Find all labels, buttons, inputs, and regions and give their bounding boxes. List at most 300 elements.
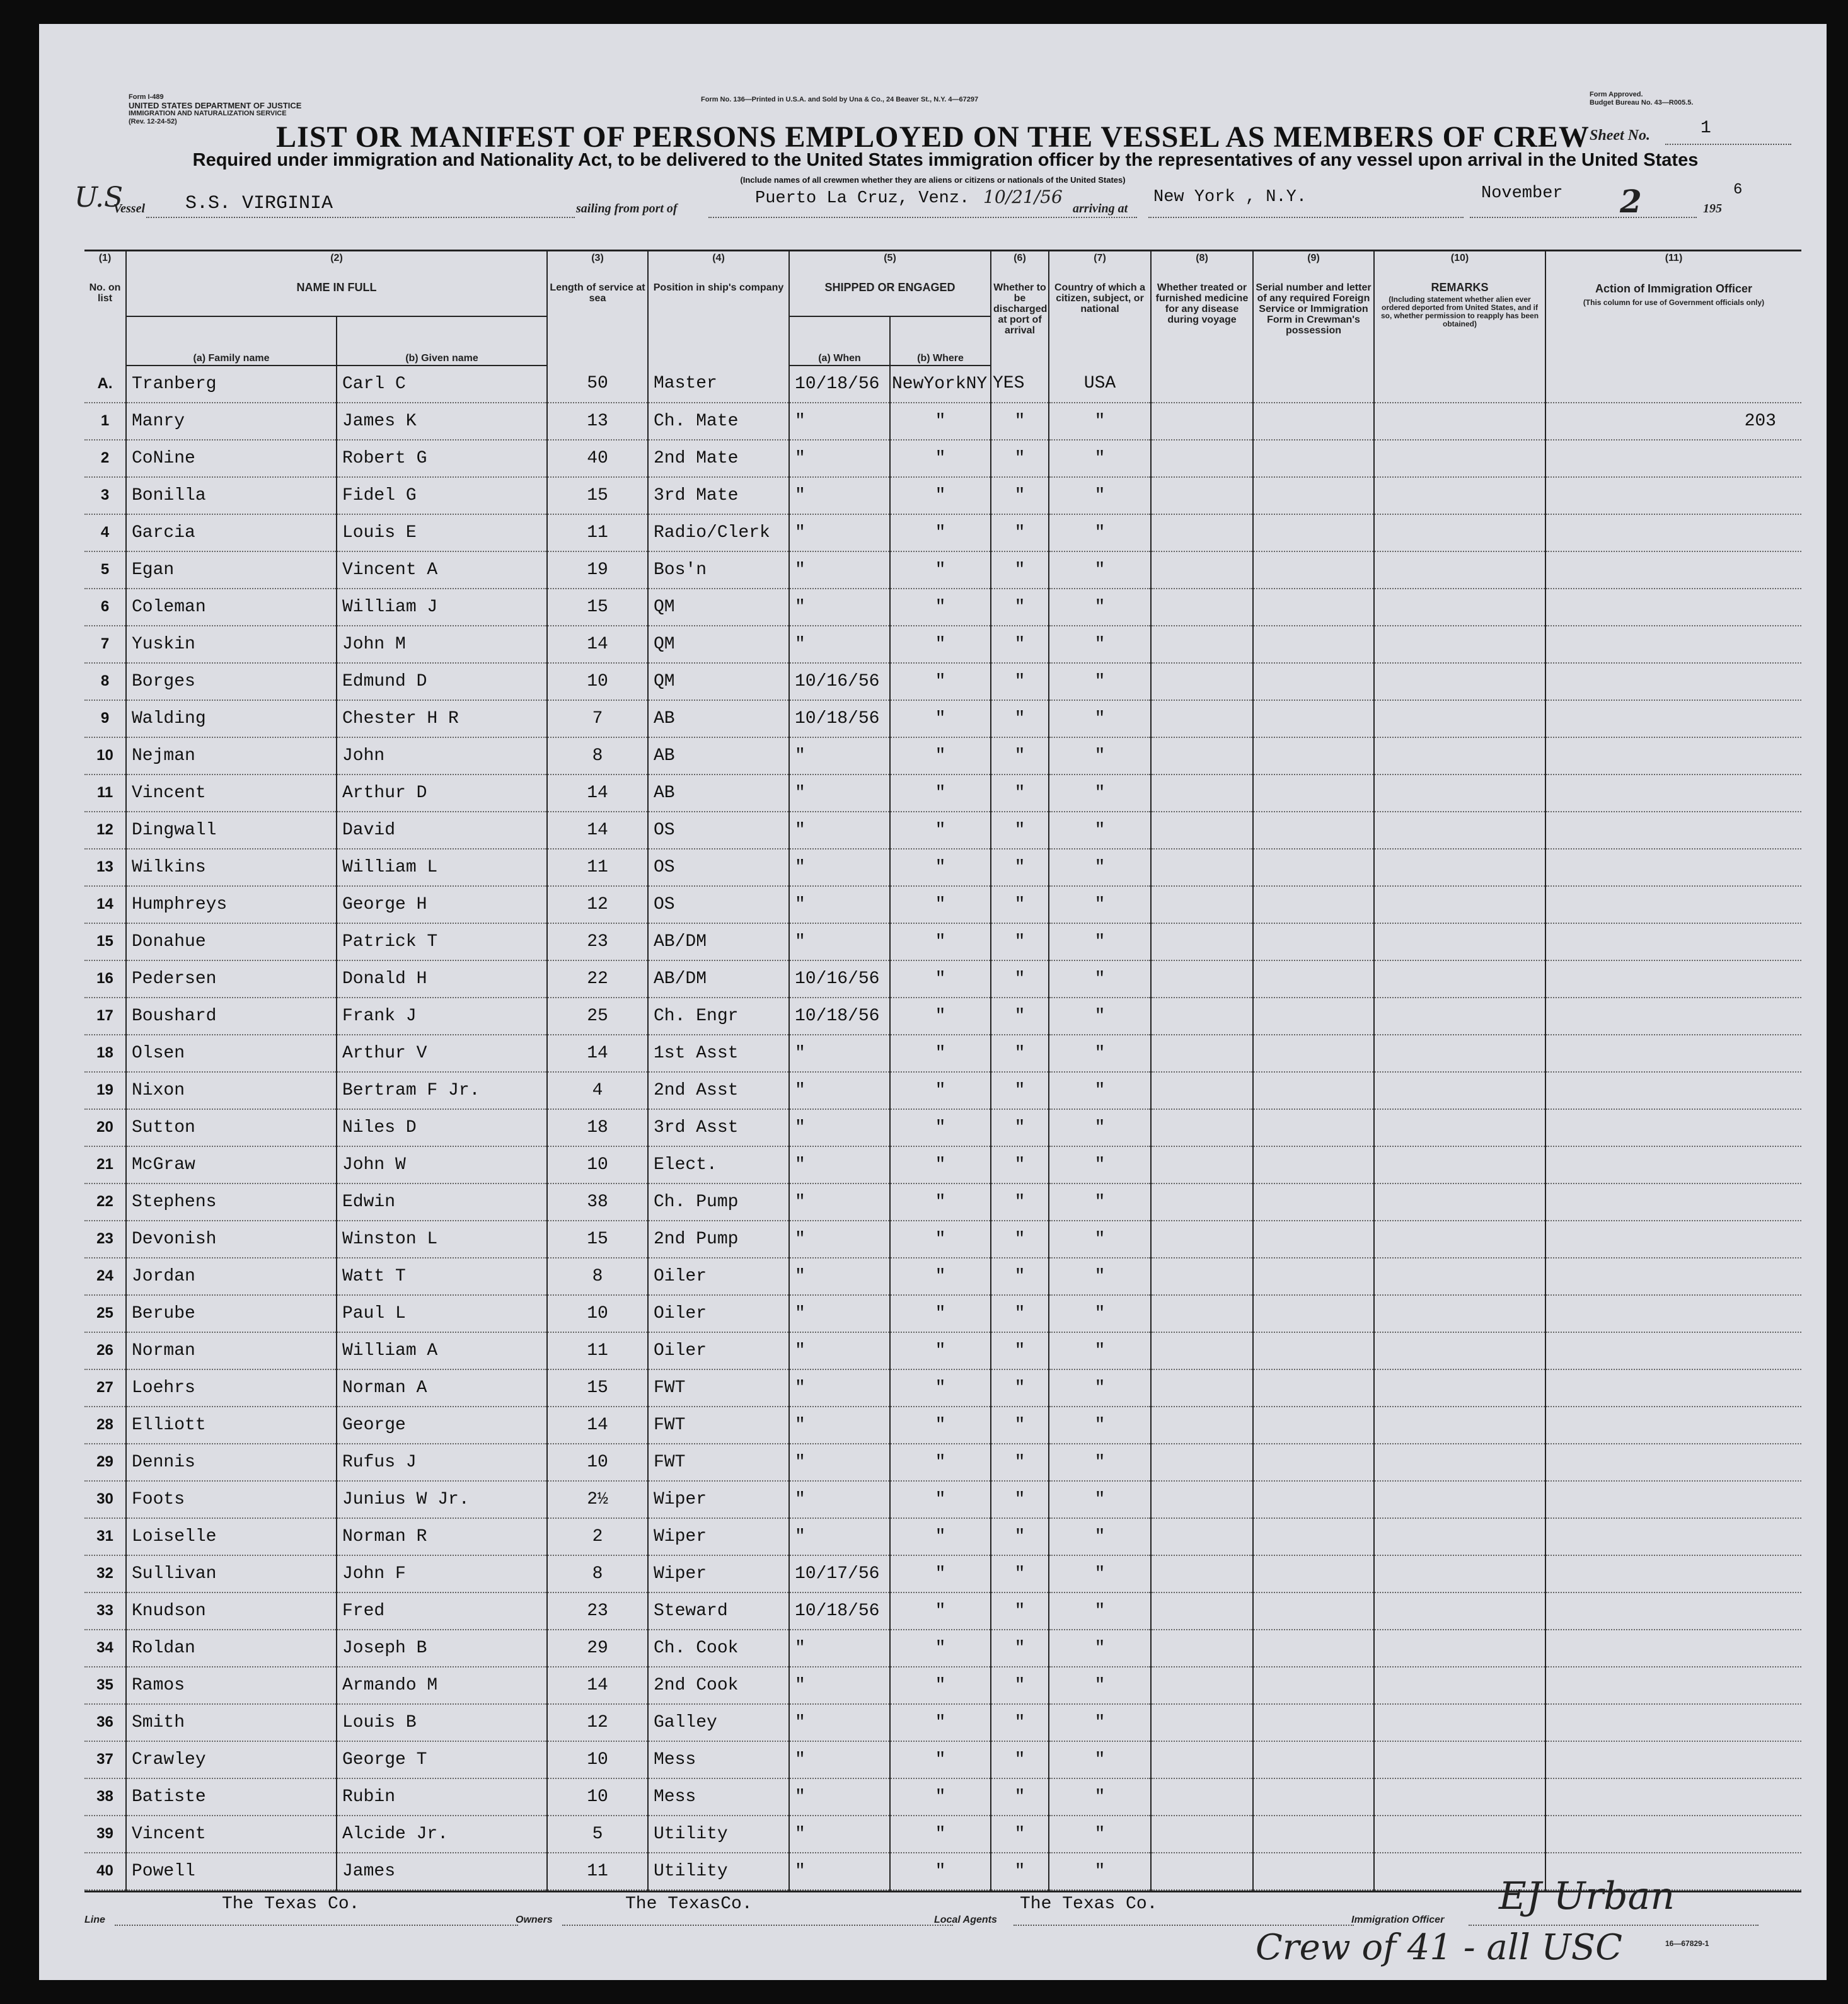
remarks bbox=[1374, 440, 1545, 477]
serial-number bbox=[1253, 1592, 1374, 1630]
medicine bbox=[1151, 626, 1253, 663]
country: " bbox=[1049, 1295, 1151, 1332]
length-of-service: 2½ bbox=[547, 1481, 648, 1518]
header-discharged: Whether to be discharged at port of arrival bbox=[991, 281, 1049, 366]
remarks bbox=[1374, 1778, 1545, 1816]
row-number: 17 bbox=[84, 998, 126, 1035]
owners-underline bbox=[562, 1925, 953, 1926]
officer-action bbox=[1545, 1778, 1801, 1816]
position: 2nd Asst bbox=[648, 1072, 789, 1109]
department-line: UNITED STATES DEPARTMENT OF JUSTICE bbox=[129, 101, 302, 110]
position: FWT bbox=[648, 1369, 789, 1407]
row-number: 10 bbox=[84, 737, 126, 775]
crew-row bbox=[84, 849, 1801, 886]
row-number: 30 bbox=[84, 1481, 126, 1518]
shipped-where: " bbox=[890, 1778, 991, 1816]
crew-row bbox=[84, 477, 1801, 514]
serial-number bbox=[1253, 812, 1374, 849]
country: " bbox=[1049, 1109, 1151, 1146]
discharged: " bbox=[991, 700, 1049, 737]
serial-number bbox=[1253, 1853, 1374, 1890]
discharged: " bbox=[991, 514, 1049, 551]
given-name: Paul L bbox=[337, 1295, 547, 1332]
row-number: 28 bbox=[84, 1407, 126, 1444]
given-name: George bbox=[337, 1407, 547, 1444]
given-name: William A bbox=[337, 1332, 547, 1369]
officer-action bbox=[1545, 1481, 1801, 1518]
shipped-where: " bbox=[890, 663, 991, 700]
discharged: " bbox=[991, 1667, 1049, 1704]
row-number: 16 bbox=[84, 960, 126, 998]
officer-action bbox=[1545, 663, 1801, 700]
master-row bbox=[84, 366, 1801, 403]
remarks bbox=[1374, 589, 1545, 626]
discharged: " bbox=[991, 551, 1049, 589]
serial-number bbox=[1253, 775, 1374, 812]
sheet-label: Sheet No. bbox=[1590, 127, 1650, 144]
medicine bbox=[1151, 1630, 1253, 1667]
header-family-name: (a) Family name bbox=[126, 316, 337, 366]
shipped-where: " bbox=[890, 737, 991, 775]
officer-action bbox=[1545, 551, 1801, 589]
row-number: 7 bbox=[84, 626, 126, 663]
officer-action bbox=[1545, 1444, 1801, 1481]
position: 1st Asst bbox=[648, 1035, 789, 1072]
country: " bbox=[1049, 1741, 1151, 1778]
given-name: John W bbox=[337, 1146, 547, 1183]
medicine bbox=[1151, 1816, 1253, 1853]
crew-row bbox=[84, 589, 1801, 626]
shipped-when: " bbox=[789, 1332, 890, 1369]
row-number: 24 bbox=[84, 1258, 126, 1295]
serial-number bbox=[1253, 998, 1374, 1035]
position: 2nd Cook bbox=[648, 1667, 789, 1704]
discharged: " bbox=[991, 1035, 1049, 1072]
medicine bbox=[1151, 440, 1253, 477]
header-no-on-list: No. on list bbox=[84, 281, 126, 366]
given-name: Edwin bbox=[337, 1183, 547, 1221]
remarks bbox=[1374, 923, 1545, 960]
shipped-where: " bbox=[890, 589, 991, 626]
length-of-service: 10 bbox=[547, 1778, 648, 1816]
document-subtitle: Required under immigration and Nationality Act, to be delivered to the United States immigration officer by the representatives of any vessel upon arrival in the United States bbox=[192, 150, 1699, 170]
family-name: Powell bbox=[126, 1853, 337, 1890]
shipped-where: " bbox=[890, 1109, 991, 1146]
given-name: John F bbox=[337, 1555, 547, 1592]
remarks bbox=[1374, 1407, 1545, 1444]
officer-action bbox=[1545, 886, 1801, 923]
serial-number bbox=[1253, 960, 1374, 998]
given-name: Fidel G bbox=[337, 477, 547, 514]
shipped-where: " bbox=[890, 960, 991, 998]
shipped-when: " bbox=[789, 514, 890, 551]
shipped-where: " bbox=[890, 1035, 991, 1072]
family-name: Norman bbox=[126, 1332, 337, 1369]
shipped-where: " bbox=[890, 403, 991, 440]
serial-number bbox=[1253, 923, 1374, 960]
vessel-name: S.S. VIRGINIA bbox=[185, 193, 333, 214]
position: Utility bbox=[648, 1816, 789, 1853]
length-of-service: 29 bbox=[547, 1630, 648, 1667]
family-name: Manry bbox=[126, 403, 337, 440]
form-id-line: Form I-489 bbox=[129, 93, 164, 101]
shipped-when: 10/16/56 bbox=[789, 663, 890, 700]
position: Mess bbox=[648, 1741, 789, 1778]
crew-row bbox=[84, 1555, 1801, 1592]
family-name: McGraw bbox=[126, 1146, 337, 1183]
position: Wiper bbox=[648, 1518, 789, 1555]
header-name-in-full: NAME IN FULL bbox=[126, 281, 547, 316]
length-of-service: 15 bbox=[547, 477, 648, 514]
position: Mess bbox=[648, 1778, 789, 1816]
position: Ch. Engr bbox=[648, 998, 789, 1035]
remarks bbox=[1374, 700, 1545, 737]
length-of-service: 15 bbox=[547, 1369, 648, 1407]
remarks bbox=[1374, 886, 1545, 923]
crew-row bbox=[84, 1667, 1801, 1704]
given-name: John bbox=[337, 737, 547, 775]
medicine bbox=[1151, 1667, 1253, 1704]
officer-action bbox=[1545, 1146, 1801, 1183]
family-name: Borges bbox=[126, 663, 337, 700]
family-name: Walding bbox=[126, 700, 337, 737]
header-medicine: Whether treated or furnished medicine for any disease during voyage bbox=[1151, 281, 1253, 366]
officer-action bbox=[1545, 1667, 1801, 1704]
remarks bbox=[1374, 1630, 1545, 1667]
shipped-when: 10/18/56 bbox=[789, 1592, 890, 1630]
row-number: 37 bbox=[84, 1741, 126, 1778]
medicine bbox=[1151, 1295, 1253, 1332]
shipped-when: " bbox=[789, 1295, 890, 1332]
given-name: Robert G bbox=[337, 440, 547, 477]
family-name: Ramos bbox=[126, 1667, 337, 1704]
country: " bbox=[1049, 1592, 1151, 1630]
row-number: 39 bbox=[84, 1816, 126, 1853]
crew-row bbox=[84, 551, 1801, 589]
position: Wiper bbox=[648, 1555, 789, 1592]
serial-number bbox=[1253, 1444, 1374, 1481]
shipped-where: " bbox=[890, 998, 991, 1035]
given-name: James bbox=[337, 1853, 547, 1890]
officer-action bbox=[1545, 1035, 1801, 1072]
crew-row bbox=[84, 1221, 1801, 1258]
length-of-service: 38 bbox=[547, 1183, 648, 1221]
given-name: Winston L bbox=[337, 1221, 547, 1258]
medicine bbox=[1151, 589, 1253, 626]
discharged: " bbox=[991, 1295, 1049, 1332]
officer-action bbox=[1545, 477, 1801, 514]
row-number: 3 bbox=[84, 477, 126, 514]
shipped-when: " bbox=[789, 1741, 890, 1778]
serial-number bbox=[1253, 440, 1374, 477]
country: " bbox=[1049, 514, 1151, 551]
serial-number bbox=[1253, 514, 1374, 551]
position: Wiper bbox=[648, 1481, 789, 1518]
medicine bbox=[1151, 1853, 1253, 1890]
discharged: " bbox=[991, 1258, 1049, 1295]
length-of-service: 11 bbox=[547, 1332, 648, 1369]
serial-number bbox=[1253, 1555, 1374, 1592]
row-number: 34 bbox=[84, 1630, 126, 1667]
position: QM bbox=[648, 589, 789, 626]
owners-label: Owners bbox=[516, 1915, 553, 1925]
remarks bbox=[1374, 1035, 1545, 1072]
country: " bbox=[1049, 886, 1151, 923]
officer-action bbox=[1545, 960, 1801, 998]
row-number: 6 bbox=[84, 589, 126, 626]
shipped-where: " bbox=[890, 849, 991, 886]
serial-number bbox=[1253, 737, 1374, 775]
row-number: 11 bbox=[84, 775, 126, 812]
year-prefix: 195 bbox=[1703, 202, 1722, 216]
sheet-line bbox=[1665, 144, 1791, 145]
shipped-where: " bbox=[890, 551, 991, 589]
crew-row bbox=[84, 1258, 1801, 1295]
length-of-service: 50 bbox=[547, 366, 648, 403]
length-of-service: 40 bbox=[547, 440, 648, 477]
position: Steward bbox=[648, 1592, 789, 1630]
form-number: 16—67829-1 bbox=[1665, 1939, 1709, 1948]
row-number: 14 bbox=[84, 886, 126, 923]
crew-table-wrap bbox=[84, 250, 1801, 1891]
shipped-when: " bbox=[789, 1258, 890, 1295]
given-name: Watt T bbox=[337, 1258, 547, 1295]
discharged: " bbox=[991, 1630, 1049, 1667]
margin-annotation: U.S bbox=[74, 181, 124, 214]
discharged: " bbox=[991, 1146, 1049, 1183]
row-number: 8 bbox=[84, 663, 126, 700]
remarks bbox=[1374, 551, 1545, 589]
remarks bbox=[1374, 626, 1545, 663]
row-number: 1 bbox=[84, 403, 126, 440]
sailing-label: sailing from port of bbox=[576, 202, 678, 216]
family-name: Vincent bbox=[126, 1816, 337, 1853]
length-of-service: 10 bbox=[547, 1444, 648, 1481]
officer-action bbox=[1545, 812, 1801, 849]
col8-number: (8) bbox=[1151, 251, 1253, 281]
officer-action bbox=[1545, 1741, 1801, 1778]
discharged: " bbox=[991, 1109, 1049, 1146]
medicine bbox=[1151, 551, 1253, 589]
discharged: " bbox=[991, 998, 1049, 1035]
given-name: William J bbox=[337, 589, 547, 626]
discharged: " bbox=[991, 1332, 1049, 1369]
country: " bbox=[1049, 626, 1151, 663]
country: " bbox=[1049, 998, 1151, 1035]
length-of-service: 10 bbox=[547, 1741, 648, 1778]
row-number: 15 bbox=[84, 923, 126, 960]
shipped-when: " bbox=[789, 551, 890, 589]
given-name: Vincent A bbox=[337, 551, 547, 589]
crew-row bbox=[84, 1072, 1801, 1109]
row-number: 22 bbox=[84, 1183, 126, 1221]
crew-row bbox=[84, 886, 1801, 923]
medicine bbox=[1151, 812, 1253, 849]
row-number: 4 bbox=[84, 514, 126, 551]
given-name: George T bbox=[337, 1741, 547, 1778]
given-name: Donald H bbox=[337, 960, 547, 998]
family-name: Smith bbox=[126, 1704, 337, 1741]
shipped-where: " bbox=[890, 477, 991, 514]
length-of-service: 11 bbox=[547, 1853, 648, 1890]
officer-action bbox=[1545, 1592, 1801, 1630]
shipped-where: " bbox=[890, 886, 991, 923]
family-name: Coleman bbox=[126, 589, 337, 626]
remarks bbox=[1374, 477, 1545, 514]
shipped-when: " bbox=[789, 1072, 890, 1109]
header-given-name: (b) Given name bbox=[337, 316, 547, 366]
medicine bbox=[1151, 1258, 1253, 1295]
remarks bbox=[1374, 998, 1545, 1035]
shipped-when: 10/16/56 bbox=[789, 960, 890, 998]
medicine bbox=[1151, 849, 1253, 886]
position: Utility bbox=[648, 1853, 789, 1890]
crew-row bbox=[84, 1630, 1801, 1667]
row-number: 2 bbox=[84, 440, 126, 477]
officer-action bbox=[1545, 626, 1801, 663]
medicine bbox=[1151, 1407, 1253, 1444]
family-name: Egan bbox=[126, 551, 337, 589]
length-of-service: 8 bbox=[547, 737, 648, 775]
given-name: Norman R bbox=[337, 1518, 547, 1555]
officer-action bbox=[1545, 1630, 1801, 1667]
medicine bbox=[1151, 1592, 1253, 1630]
row-number: 35 bbox=[84, 1667, 126, 1704]
remarks bbox=[1374, 1704, 1545, 1741]
officer-action bbox=[1545, 366, 1801, 403]
shipped-where: NewYorkNY bbox=[890, 366, 991, 403]
country: " bbox=[1049, 1481, 1151, 1518]
given-name: William L bbox=[337, 849, 547, 886]
medicine bbox=[1151, 700, 1253, 737]
length-of-service: 23 bbox=[547, 1592, 648, 1630]
serial-number bbox=[1253, 1221, 1374, 1258]
given-name: Arthur V bbox=[337, 1035, 547, 1072]
family-name: Pedersen bbox=[126, 960, 337, 998]
officer-action bbox=[1545, 849, 1801, 886]
country: " bbox=[1049, 1630, 1151, 1667]
officer-action bbox=[1545, 737, 1801, 775]
given-name: Rufus J bbox=[337, 1444, 547, 1481]
family-name: Vincent bbox=[126, 775, 337, 812]
medicine bbox=[1151, 775, 1253, 812]
shipped-where: " bbox=[890, 775, 991, 812]
remarks bbox=[1374, 1146, 1545, 1183]
country: " bbox=[1049, 849, 1151, 886]
position: AB bbox=[648, 737, 789, 775]
col2-number: (2) bbox=[126, 251, 547, 281]
col4-number: (4) bbox=[648, 251, 789, 281]
vessel-label: Vessel bbox=[113, 202, 145, 216]
shipped-when: " bbox=[789, 1518, 890, 1555]
shipped-where: " bbox=[890, 700, 991, 737]
col10-number: (10) bbox=[1374, 251, 1545, 281]
length-of-service: 15 bbox=[547, 1221, 648, 1258]
serial-number bbox=[1253, 1704, 1374, 1741]
family-name: Nixon bbox=[126, 1072, 337, 1109]
shipped-when: " bbox=[789, 1853, 890, 1890]
country: " bbox=[1049, 1853, 1151, 1890]
remarks bbox=[1374, 775, 1545, 812]
shipped-where: " bbox=[890, 440, 991, 477]
position: FWT bbox=[648, 1407, 789, 1444]
remarks bbox=[1374, 737, 1545, 775]
country: " bbox=[1049, 1221, 1151, 1258]
row-number: 13 bbox=[84, 849, 126, 886]
medicine bbox=[1151, 663, 1253, 700]
discharged: " bbox=[991, 1481, 1049, 1518]
header-officer-action bbox=[1545, 281, 1801, 366]
crew-row bbox=[84, 403, 1801, 440]
officer-action bbox=[1545, 1183, 1801, 1221]
remarks bbox=[1374, 1072, 1545, 1109]
position: Galley bbox=[648, 1704, 789, 1741]
length-of-service: 14 bbox=[547, 1407, 648, 1444]
header-serial-number: Serial number and letter of any required Foreign Service or Immigration Form in Crewman's possession bbox=[1253, 281, 1374, 366]
officer-signature: EJ Urban bbox=[1499, 1874, 1675, 1918]
shipped-when: " bbox=[789, 1444, 890, 1481]
length-of-service: 19 bbox=[547, 551, 648, 589]
crew-row bbox=[84, 1741, 1801, 1778]
crew-inclusion-note: (Include names of all crewmen whether they are aliens or citizens or nationals of the United States) bbox=[740, 175, 1126, 185]
medicine bbox=[1151, 1481, 1253, 1518]
serial-number bbox=[1253, 1518, 1374, 1555]
medicine bbox=[1151, 737, 1253, 775]
discharged: " bbox=[991, 1072, 1049, 1109]
officer-action bbox=[1545, 514, 1801, 551]
shipped-where: " bbox=[890, 1667, 991, 1704]
country: " bbox=[1049, 1035, 1151, 1072]
header-position: Position in ship's company bbox=[648, 281, 789, 366]
discharged: " bbox=[991, 1816, 1049, 1853]
country: " bbox=[1049, 663, 1151, 700]
shipped-where: " bbox=[890, 1592, 991, 1630]
remarks bbox=[1374, 1221, 1545, 1258]
officer-action-title: Action of Immigration Officer bbox=[1595, 282, 1752, 295]
length-of-service: 10 bbox=[547, 1146, 648, 1183]
shipped-when: " bbox=[789, 1183, 890, 1221]
family-name: Batiste bbox=[126, 1778, 337, 1816]
header-where: (b) Where bbox=[890, 316, 991, 366]
family-name: Dennis bbox=[126, 1444, 337, 1481]
officer-action: 203 bbox=[1545, 403, 1801, 440]
row-number: 33 bbox=[84, 1592, 126, 1630]
arriving-label: arriving at bbox=[1073, 202, 1128, 216]
medicine bbox=[1151, 403, 1253, 440]
arrival-month: November bbox=[1481, 184, 1563, 203]
shipped-when: " bbox=[789, 737, 890, 775]
shipped-where: " bbox=[890, 1444, 991, 1481]
length-of-service: 13 bbox=[547, 403, 648, 440]
shipped-where: " bbox=[890, 1258, 991, 1295]
serial-number bbox=[1253, 849, 1374, 886]
position: Radio/Clerk bbox=[648, 514, 789, 551]
discharged: YES bbox=[991, 366, 1049, 403]
service-line: IMMIGRATION AND NATURALIZATION SERVICE bbox=[129, 110, 287, 117]
given-name: Bertram F Jr. bbox=[337, 1072, 547, 1109]
medicine bbox=[1151, 998, 1253, 1035]
serial-number bbox=[1253, 403, 1374, 440]
length-of-service: 11 bbox=[547, 849, 648, 886]
arrival-day: 2 bbox=[1620, 183, 1642, 220]
crew-row bbox=[84, 626, 1801, 663]
country: " bbox=[1049, 1072, 1151, 1109]
medicine bbox=[1151, 1704, 1253, 1741]
year-digit: 6 bbox=[1733, 181, 1743, 199]
length-of-service: 14 bbox=[547, 812, 648, 849]
crew-row bbox=[84, 1035, 1801, 1072]
header-length-of-service: Length of service at sea bbox=[547, 281, 648, 366]
